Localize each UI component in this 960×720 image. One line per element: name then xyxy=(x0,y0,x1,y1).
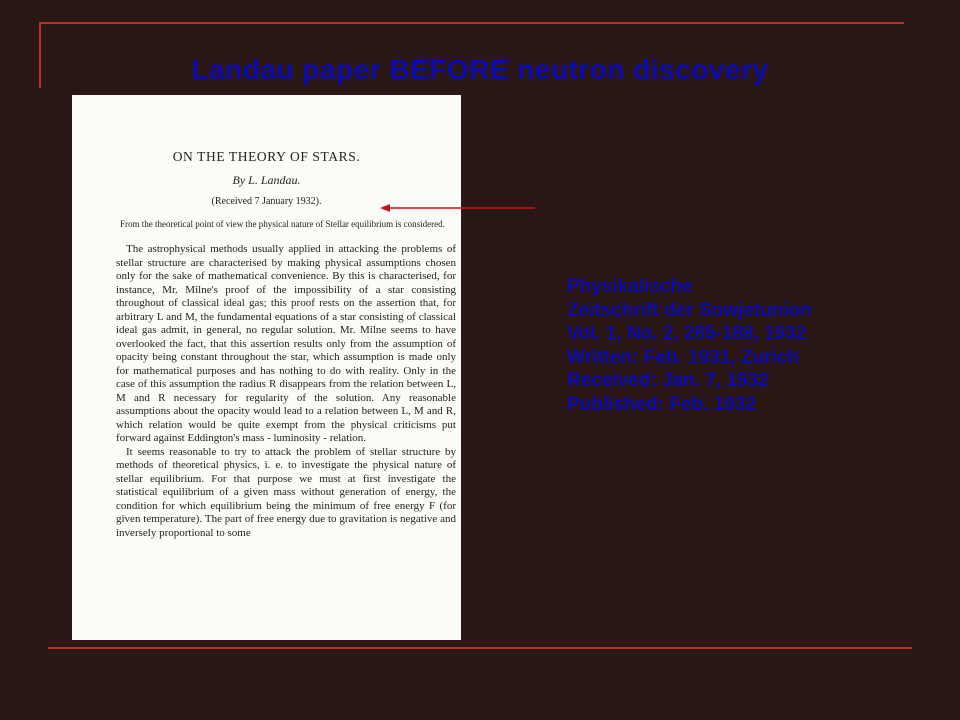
info-written: Written: Feb. 1931, Zurich xyxy=(567,346,799,368)
paper-body xyxy=(116,243,456,540)
paper-paragraph: The astrophysical methods usually applied in attacking the problems of stellar structure are characterised by making physical assumptions chosen only for the sake of mathematical convenience. By this is characterised, for instance, Mr. Milne's proof of the impossibility of a star consisting throughout of classical ideal gas; this proof rests on the assertion that, for arbitrary L and M, the fundamental equations of a star consisting of classical ideal gas admit, in general, no regular solution. Mr. Milne seems to have overlooked the fact, that this assertion results only from the assumption of opacity being constant throughout the star, which assumption is made only for mathematical purposes and has nothing to do with reality. Only in the case of this assumption the radius R disappears from the relation between L, M and R necessary for regularity of the solution. Any reasonable assumptions about the opacity would lead to a relation between L, M and R, which relation would be quite exempt from the physical criticisms put forward against Eddington's mass - luminosity - relation. xyxy=(116,243,456,444)
paper-paragraph: It seems reasonable to try to attack the problem of stellar structure by methods of theoretical physics, i. e. to investigate the physical nature of stellar equilibrium. For that purpose we must at first investigate the statistical equilibrium of a given mass without generation of energy, the condition for which equilibrium being the minimum of free energy F (for given temperature). The part of free energy due to gravitation is negative and inversely proportional to some xyxy=(116,445,456,539)
info-journal-line-1: Physikalische xyxy=(567,276,693,297)
info-volume: Vol. 1, No. 2, 285-188, 1932 xyxy=(567,323,807,344)
publication-info xyxy=(567,275,812,416)
paper-abstract: From the theoretical point of view the physical nature of Stellar equilibrium is considered. xyxy=(120,219,445,229)
paper-page-scan xyxy=(72,95,461,640)
info-received: Received: Jan. 7, 1932 xyxy=(567,370,769,391)
info-published: Published: Feb. 1932 xyxy=(567,393,756,415)
paper-author: By L. Landau. xyxy=(232,173,301,187)
slide-title: Landau paper BEFORE neutron discovery xyxy=(191,54,769,85)
info-journal-line-2: Zeitschrift der Sowjetunion xyxy=(567,299,812,321)
bottom-divider xyxy=(48,647,912,649)
top-divider xyxy=(40,22,904,24)
pointer-arrow-icon xyxy=(380,200,536,216)
paper-title: ON THE THEORY OF STARS. xyxy=(172,149,361,164)
paper-received-date: (Received 7 January 1932). xyxy=(211,196,322,207)
